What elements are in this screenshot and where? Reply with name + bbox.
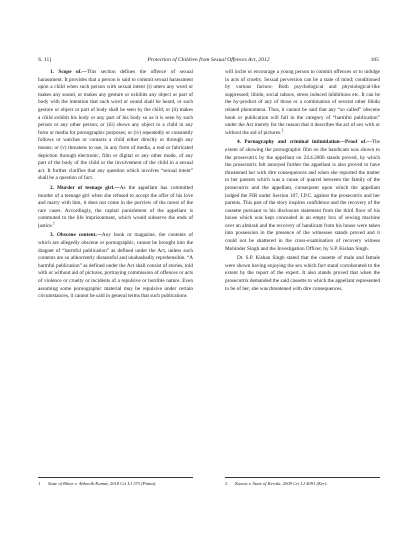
- paragraph-obscene: [38, 232, 193, 300]
- section-reference: S. 11]: [38, 57, 52, 63]
- footnote-marker: 2: [281, 128, 284, 132]
- footnote-citation: Kaswa v. State of Kerala, 2009 Cri LJ 4091 (Ker).: [235, 481, 328, 486]
- paragraph-heading: 1. Scope of.—: [50, 69, 87, 75]
- paragraph-heading: 4. Pornography and criminal intimidation—Proof of.—: [237, 139, 372, 146]
- left-column: [38, 69, 193, 469]
- footnote-marker: 1: [53, 221, 55, 226]
- paragraph-heading: 2. Murder of teenage girl.—: [50, 184, 120, 191]
- footnote-number: 2: [225, 481, 228, 486]
- paragraph-continued: [225, 69, 380, 137]
- right-column: [225, 69, 380, 469]
- paragraph-text: Any book or magazine, the contents of which are allegedly obscene or pornographic, cannot be brought into the dragnet of “harmful publication” as defined under the Act, unless such contents are so abhorrently distasteful and unabashedly reprehensible. “A harmful publication” as defined under the Act shall consist of stories, told with or without aid of pictures, portraying commission of offences or acts of violence or cruelty or incidents of a repulsive or horrible nature. Even assuming some pornographic material may be repulsive under certain circumstances, it cannot be said in general terms that such publications: [38, 232, 193, 300]
- paragraph-pornography: [225, 139, 380, 253]
- paragraph-scope: [38, 69, 193, 183]
- paragraph-heading: 3. Obscene content.—: [50, 232, 102, 239]
- paragraph-text: As the appellant has committed murder of a teenage girl when she refused to accept the offer of his love and marry with him, it does not come in the purview of the rarest of the rare cases. Accordingly, the capital punishment of the appellant is commuted to the life imprisonment, which would subserve the ends of justice.: [38, 184, 193, 229]
- running-title: Protection of Children from Sexual Offences Act, 2012: [147, 57, 270, 63]
- paragraph-murder: [38, 185, 193, 231]
- footnote-divider: [225, 477, 380, 478]
- page-number: 105: [370, 57, 379, 63]
- page-header: [38, 55, 379, 65]
- paragraph-text: The extent of showing the pornographic film on the handicam was shown to the prosecutrix by the appellant on 24.4.2006 stands proved, by which the prosecutrix felt annoyed further the appellant is also proved to have threatened her with dire consequences and when she reported the matter to her parents which was a cause of quarrel between the family of the prosecutrix and the appellant, consequent upon which the appellant lodged the FIR under Section 107, I.P.C. against the prosecutrix and her parents. This part of the story inspires confidence and the recovery of the cassette pursuant to his disclosure statement from the third floor of his house which was kept concealed in an empty box of sewing machine over an almirah and the recovery of handicam from his house were taken into possession in the presence of the witnesses stands proved and it could not be shattered in the cross-examination of recovery witness Mohinder Singh and the Investigation Officer, by S.P. Kishan Singh.: [225, 139, 380, 252]
- footnote-number: 1: [38, 481, 41, 486]
- paragraph-text: will incite or encourage a young person to commit offences or to indulge in acts of cruelty. Sexual perversion can be a state of mind; conditioned by various factors- Both psychological and physiological-like suppressed; libido, social taboos, stress induced inhibitions etc. It can be the by-product of any of those or a combination of several other libido related phenomena. Thus, it cannot be said that any “so called” obscene book or publication will fall in the category of “harmful publication” under the Act merely for the reason that it describes the act of sex with or without the aid of pictures.: [225, 69, 380, 136]
- footnote-citation: State of Bihar v. Abhoolh Kumar, 2018 Cri LJ 373 (Patna).: [48, 481, 157, 486]
- footnote-divider: [38, 477, 193, 478]
- paragraph-testimony: [225, 255, 380, 293]
- paragraph-text: Dr. S.P. Kishan Singh stated that the cassette of male and female were shown having enjoying the sex which fact stand corroborated to the extent by the report of the expert. It also stands proved that when the prosecutrix demanded the said cassette to which the appellant represented to be of her, she was threatened with dire consequences.: [225, 255, 380, 292]
- paragraph-text: This section defines the offence of sexual harassment. It provides that a person is said to commit sexual harassment upon a child when such person with sexual intent (i) utters any word or makes any sound, or makes any gesture or exhibits any object or part of body with the intention that such word or sound shall be heard, or such gesture or object or part of body shall be seen by the child; or (ii) makes a child exhibit his body or any part of his body so as it is seen by such person or any other person; or (iii) shows any object to a child in any form or media for pornographic purposes; or (iv) repeatedly or constantly follows or watches or contacts a child either directly or through any means; or (v) threatens to use, in any form of media, a real or fabricated depiction through electronic, film or digital or any other mode, of any part of the body of the child or the involvement of the child in a sexual act. It further clarifies that any question which involves “sexual intent” shall be a question of fact.: [38, 69, 193, 182]
